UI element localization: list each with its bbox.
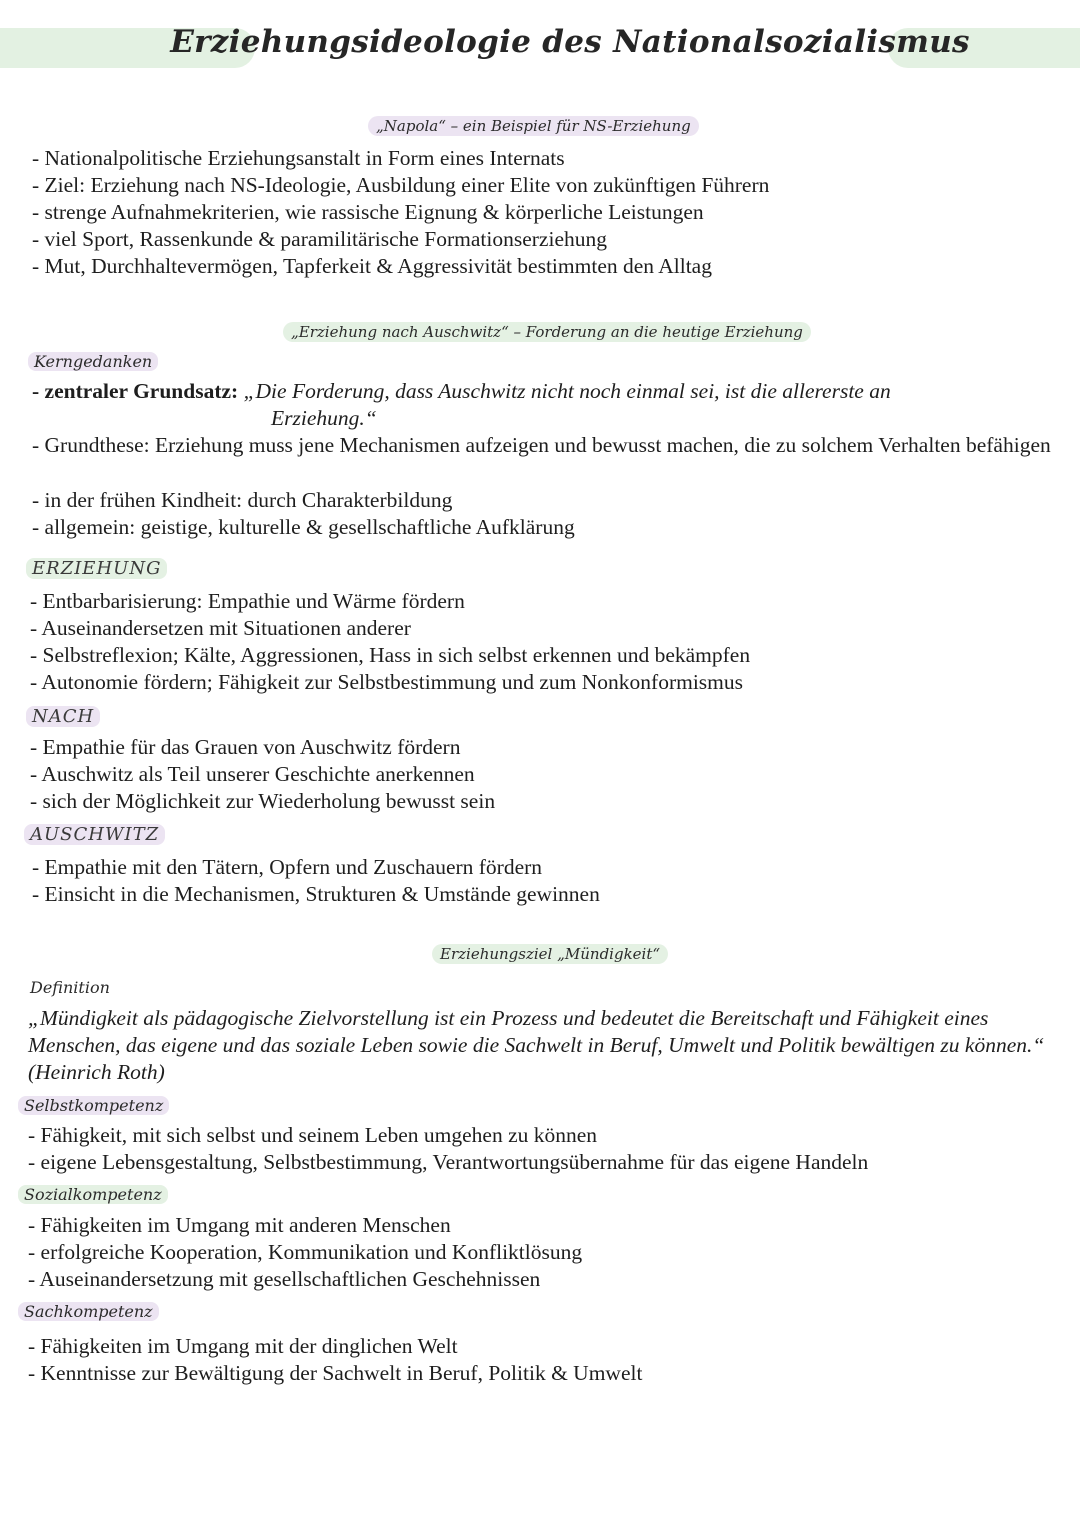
- list-item: - in der frühen Kindheit: durch Charakterbildung: [32, 488, 453, 512]
- grundsatz-quote-end: Erziehung.“: [271, 406, 377, 430]
- list-item: - Nationalpolitische Erziehungsanstalt in Form eines Internats: [32, 146, 565, 170]
- section-heading-muendigkeit: Erziehungsziel „Mündigkeit“: [432, 944, 668, 964]
- list-item: - Autonomie fördern; Fähigkeit zur Selbstbestimmung und zum Nonkonformismus: [30, 670, 744, 694]
- label-definition: Definition: [30, 978, 110, 997]
- list-item: - Mut, Durchhaltevermögen, Tapferkeit & Aggressivität bestimmten den Alltag: [32, 254, 712, 278]
- list-item: - Selbstreflexion; Kälte, Aggressionen, Hass in sich selbst erkennen und bekämpfen: [30, 643, 751, 667]
- list-item: - Empathie für das Grauen von Auschwitz fördern: [30, 735, 461, 759]
- label-kerngedanken: Kerngedanken: [28, 352, 158, 371]
- list-item: - erfolgreiche Kooperation, Kommunikation und Konfliktlösung: [28, 1240, 583, 1264]
- definition-quote: „Mündigkeit als pädagogische Zielvorstellung ist ein Prozess und bedeutet die Bereitschaft und Fähigkeit eines Menschen, das eigene und das soziale Leben sowie die Sachwelt in Beruf, Umwelt und Politik bewältigen zu können.“ (Heinrich Roth): [28, 1006, 1045, 1084]
- list-item: - Ziel: Erziehung nach NS-Ideologie, Ausbildung einer Elite von zukünftigen Führern: [32, 173, 770, 197]
- grundthese: - Grundthese: Erziehung muss jene Mechanismen aufzeigen und bewusst machen, die zu solchem Verhalten befähigen: [32, 433, 1051, 457]
- label-auschwitz: AUSCHWITZ: [24, 824, 165, 845]
- label-selbstkompetenz: Selbstkompetenz: [18, 1096, 169, 1115]
- grundsatz-label: - zentraler Grundsatz:: [32, 379, 239, 403]
- list-item: - strenge Aufnahmekriterien, wie rassische Eignung & körperliche Leistungen: [32, 200, 704, 224]
- section-heading-auschwitz: „Erziehung nach Auschwitz“ – Forderung an die heutige Erziehung: [283, 322, 811, 342]
- list-item: - Fähigkeit, mit sich selbst und seinem Leben umgehen zu können: [28, 1123, 598, 1147]
- label-sachkompetenz: Sachkompetenz: [18, 1302, 159, 1321]
- list-item: - Einsicht in die Mechanismen, Strukturen & Umstände gewinnen: [32, 882, 600, 906]
- grundsatz-line: [32, 378, 891, 405]
- list-item: - Auseinandersetzung mit gesellschaftlichen Geschehnissen: [28, 1267, 541, 1291]
- list-item: - Fähigkeiten im Umgang mit der dinglichen Welt: [28, 1334, 458, 1358]
- list-item: - Empathie mit den Tätern, Opfern und Zuschauern fördern: [32, 855, 543, 879]
- page-title: Erziehungsideologie des Nationalsozialismus: [170, 24, 970, 60]
- label-sozialkompetenz: Sozialkompetenz: [18, 1185, 168, 1204]
- list-item: - eigene Lebensgestaltung, Selbstbestimmung, Verantwortungsübernahme für das eigene Handeln: [28, 1150, 869, 1174]
- list-item: - Auschwitz als Teil unserer Geschichte anerkennen: [30, 762, 475, 786]
- list-item: - viel Sport, Rassenkunde & paramilitärische Formationserziehung: [32, 227, 607, 251]
- label-erziehung: ERZIEHUNG: [26, 558, 167, 579]
- list-item: - Auseinandersetzen mit Situationen anderer: [30, 616, 411, 640]
- list-item: - sich der Möglichkeit zur Wiederholung bewusst sein: [30, 789, 496, 813]
- list-item: - Entbarbarisierung: Empathie und Wärme fördern: [30, 589, 465, 613]
- list-item: - Kenntnisse zur Bewältigung der Sachwelt in Beruf, Politik & Umwelt: [28, 1361, 643, 1385]
- grundsatz-quote: „Die Forderung, dass Auschwitz nicht noch einmal sei, ist die allererste an: [243, 379, 891, 403]
- section-heading-napola: „Napola“ – ein Beispiel für NS-Erziehung: [368, 116, 699, 136]
- list-item: - Fähigkeiten im Umgang mit anderen Menschen: [28, 1213, 451, 1237]
- label-nach: NACH: [26, 706, 100, 727]
- list-item: - allgemein: geistige, kulturelle & gesellschaftliche Aufklärung: [32, 515, 575, 539]
